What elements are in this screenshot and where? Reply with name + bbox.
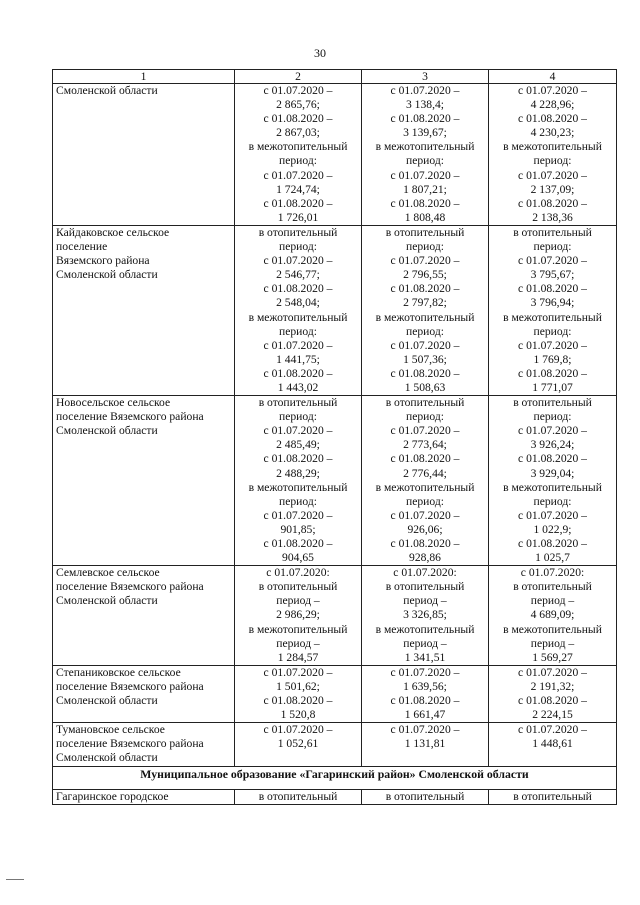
cell-line: 1 052,61 — [277, 737, 319, 751]
settlement-name-cell — [53, 84, 235, 226]
cell-line: с 01.08.2020 – — [390, 452, 460, 466]
cell-line: период: — [279, 154, 317, 168]
cell-line: поселение Вяземского района — [56, 737, 204, 751]
cell-line: в межотопительный — [503, 480, 602, 494]
cell-line: с 01.08.2020 – — [263, 694, 333, 708]
cell-line: с 01.08.2020 – — [390, 694, 460, 708]
cell-line: период – — [276, 636, 320, 650]
cell-line: период: — [533, 324, 572, 338]
cell-line: с 01.07.2020 – — [518, 84, 587, 97]
cell-line: с 01.07.2020 – — [263, 338, 333, 352]
cell-line: 4 230,23; — [530, 126, 575, 140]
cell-line: с 01.08.2020 – — [263, 537, 333, 550]
tariff-cell-col3: в отопительный — [362, 789, 489, 804]
column-number-4: 4 — [489, 70, 617, 84]
cell-line: 2 986,29; — [276, 608, 320, 622]
table-row — [53, 789, 617, 804]
cell-line: 1 025,7 — [535, 551, 570, 565]
cell-line: с 01.07.2020 – — [263, 254, 333, 268]
column-number-3: 3 — [362, 70, 489, 84]
table-row — [53, 566, 617, 666]
cell-line: Кайдаковское сельское — [56, 225, 170, 239]
cell-line: в отопительный — [385, 580, 465, 594]
cell-line: с 01.07.2020 – — [390, 723, 460, 737]
section-title: Муниципальное образование «Гагаринский район» Смоленской области — [53, 766, 617, 789]
cell-line: с 01.07.2020 – — [518, 665, 587, 679]
cell-line: 2 137,09; — [530, 182, 575, 196]
section-row — [53, 766, 617, 789]
cell-line: в отопительный — [258, 580, 338, 594]
cell-line: с 01.07.2020 – — [390, 168, 460, 182]
cell-line: с 01.07.2020 – — [518, 254, 587, 268]
cell-line: 2 138,36 — [532, 210, 573, 224]
cell-line: 1 507,36; — [403, 352, 447, 366]
cell-line: в межотопительный — [248, 140, 348, 154]
table-body — [53, 70, 617, 805]
cell-line: с 01.08.2020 – — [518, 196, 587, 210]
cell-line: 3 929,04; — [530, 466, 575, 480]
cell-line: с 01.07.2020 – — [390, 84, 460, 97]
tariff-cell-col4 — [489, 665, 617, 722]
cell-line: 4 689,09; — [530, 608, 575, 622]
cell-line: с 01.08.2020 – — [263, 366, 333, 380]
cell-line: с 01.07.2020 – — [263, 168, 333, 182]
tariff-cell-col4 — [489, 396, 617, 566]
cell-line: период: — [406, 324, 444, 338]
cell-line: Семлевское сельское — [56, 566, 160, 580]
cell-line: период: — [279, 494, 317, 508]
table-row — [53, 396, 617, 566]
cell-line: с 01.08.2020 – — [390, 196, 460, 210]
tariff-cell-col3 — [362, 665, 489, 722]
cell-line: в отопительный — [513, 580, 592, 594]
cell-line: 1 501,62; — [276, 679, 320, 693]
cell-line: Смоленской области — [56, 424, 158, 438]
cell-line: 1 443,02 — [277, 380, 319, 394]
page-number: 30 — [314, 46, 326, 60]
cell-line: с 01.07.2020 – — [390, 424, 460, 438]
cell-line: 1 022,9; — [533, 522, 572, 536]
cell-line: в межотопительный — [248, 480, 348, 494]
cell-line: 1 284,57 — [277, 650, 319, 664]
cell-line: период – — [530, 594, 575, 608]
cell-line: Вяземского района — [56, 254, 150, 268]
cell-line: Смоленской области — [56, 751, 158, 765]
settlement-name-cell — [53, 566, 235, 666]
cell-line: в межотопительный — [503, 310, 602, 324]
cell-line: период: — [406, 410, 444, 424]
cell-line: в отопительный — [513, 396, 592, 410]
cell-line: 2 796,55; — [403, 268, 447, 282]
cell-line: 1 448,61 — [532, 737, 573, 751]
table-row — [53, 84, 617, 226]
cell-line: 2 224,15 — [532, 708, 573, 722]
cell-line: поселение Вяземского района — [56, 580, 204, 594]
cell-line: в межотопительный — [375, 622, 475, 636]
cell-line: поселение Вяземского района — [56, 679, 204, 693]
settlement-name-cell — [53, 723, 235, 766]
cell-line: в межотопительный — [375, 480, 475, 494]
settlement-name-cell: Гагаринское городское — [53, 789, 235, 804]
cell-line: в межотопительный — [375, 140, 475, 154]
cell-line: с 01.07.2020 – — [518, 723, 587, 737]
table-header-row — [53, 70, 617, 84]
tariff-cell-col2 — [235, 665, 362, 722]
cell-line: с 01.08.2020 – — [263, 282, 333, 296]
tariff-cell-col2 — [235, 396, 362, 566]
cell-line: 1 771,07 — [532, 380, 573, 394]
tariff-cell-col2: в отопительный — [235, 789, 362, 804]
cell-line: 1 807,21; — [403, 182, 447, 196]
cell-line: с 01.07.2020 – — [263, 508, 333, 522]
tariff-cell-col2 — [235, 84, 362, 226]
cell-line: период – — [403, 636, 447, 650]
cell-line: 1 726,01 — [277, 210, 319, 224]
cell-line: Смоленской области — [56, 84, 158, 97]
settlement-name-cell — [53, 396, 235, 566]
cell-line: 3 138,4; — [405, 98, 444, 112]
cell-line: 2 773,64; — [403, 438, 447, 452]
cell-line: 4 228,96; — [530, 98, 575, 112]
cell-line: период: — [406, 494, 444, 508]
cell-line: с 01.08.2020 – — [390, 366, 460, 380]
cell-line: период: — [533, 240, 572, 254]
cell-line: с 01.07.2020 – — [263, 424, 333, 438]
cell-line: с 01.08.2020 – — [263, 196, 333, 210]
cell-line: Смоленской области — [56, 694, 158, 708]
cell-line: с 01.07.2020 – — [518, 508, 587, 522]
cell-line: 1 341,51 — [404, 650, 446, 664]
cell-line: период – — [403, 594, 447, 608]
cell-line: 1 808,48 — [404, 210, 446, 224]
cell-line: с 01.07.2020 – — [518, 168, 587, 182]
cell-line: с 01.07.2020 – — [263, 665, 333, 679]
settlement-name-cell — [53, 225, 235, 395]
cell-line: 2 485,49; — [276, 438, 320, 452]
cell-line: в межотопительный — [248, 310, 348, 324]
cell-line: 904,65 — [282, 551, 314, 565]
cell-line: с 01.08.2020 – — [390, 282, 460, 296]
cell-line: с 01.08.2020 – — [518, 537, 587, 550]
cell-line: 1 441,75; — [276, 352, 320, 366]
cell-line: 2 488,29; — [276, 466, 320, 480]
cell-line: 1 131,81 — [404, 737, 446, 751]
cell-line: 2 865,76; — [276, 98, 320, 112]
cell-line: 3 926,24; — [530, 438, 575, 452]
cell-line: период: — [533, 410, 572, 424]
tariff-table — [52, 69, 617, 805]
cell-line: с 01.08.2020 – — [518, 452, 587, 466]
cell-line: с 01.08.2020 – — [263, 112, 333, 126]
tariff-cell-col2 — [235, 723, 362, 766]
cell-line: с 01.07.2020 – — [390, 338, 460, 352]
tariff-cell-col4 — [489, 225, 617, 395]
cell-line: Смоленской области — [56, 268, 158, 282]
cell-line: с 01.07.2020 – — [263, 84, 333, 97]
cell-line: 1 508,63 — [404, 380, 446, 394]
cell-line: 2 191,32; — [530, 679, 575, 693]
cell-line: в межотопительный — [503, 140, 602, 154]
cell-line: с 01.07.2020 – — [390, 254, 460, 268]
cell-line: с 01.08.2020 – — [518, 366, 587, 380]
cell-line: период: — [406, 240, 444, 254]
cell-line: 2 546,77; — [276, 268, 320, 282]
cell-line: 2 797,82; — [403, 296, 447, 310]
cell-line: 1 520,8 — [280, 708, 316, 722]
cell-line: период: — [406, 154, 444, 168]
cell-line: в межотопительный — [503, 622, 602, 636]
tariff-cell-col3 — [362, 723, 489, 766]
cell-line: с 01.08.2020 – — [390, 537, 460, 550]
cell-line: поселение — [56, 240, 108, 254]
cell-line: 3 796,94; — [530, 296, 575, 310]
cell-line: в межотопительный — [248, 622, 348, 636]
table-row — [53, 723, 617, 766]
settlement-name-cell — [53, 665, 235, 722]
cell-line: с 01.07.2020: — [520, 566, 585, 580]
cell-line: с 01.07.2020 – — [390, 508, 460, 522]
cell-line: 3 326,85; — [403, 608, 447, 622]
cell-line: 2 548,04; — [276, 296, 320, 310]
cell-line: период: — [533, 494, 572, 508]
cell-line: в отопительный — [258, 225, 338, 239]
cell-line: период – — [530, 636, 575, 650]
cell-line: с 01.08.2020 – — [263, 452, 333, 466]
tariff-cell-col2 — [235, 225, 362, 395]
cell-line: Новосельское сельское — [56, 396, 171, 410]
cell-line: в отопительный — [385, 396, 465, 410]
cell-line: 1 769,8; — [533, 352, 572, 366]
cell-line: с 01.07.2020 – — [263, 723, 333, 737]
tariff-cell-col4 — [489, 566, 617, 666]
column-number-1: 1 — [53, 70, 235, 84]
cell-line: период – — [276, 594, 320, 608]
cell-line: 926,06; — [407, 522, 443, 536]
cell-line: в отопительный — [385, 225, 465, 239]
cell-line: 1 724,74; — [276, 182, 320, 196]
cell-line: 3 795,67; — [530, 268, 575, 282]
cell-line: в отопительный — [513, 225, 592, 239]
scan-edge-mark — [6, 879, 24, 880]
cell-line: Тумановское сельское — [56, 723, 165, 737]
tariff-cell-col4: в отопительный — [489, 789, 617, 804]
column-number-2: 2 — [235, 70, 362, 84]
tariff-cell-col4 — [489, 723, 617, 766]
cell-line: Смоленской области — [56, 594, 158, 608]
cell-line: с 01.07.2020: — [266, 566, 330, 580]
table-row — [53, 225, 617, 395]
cell-line: поселение Вяземского района — [56, 410, 204, 424]
cell-line: период: — [279, 240, 317, 254]
cell-line: в межотопительный — [375, 310, 475, 324]
tariff-cell-col2 — [235, 566, 362, 666]
cell-line: 2 776,44; — [403, 466, 447, 480]
table-row — [53, 665, 617, 722]
tariff-cell-col3 — [362, 84, 489, 226]
cell-line: 1 569,27 — [532, 650, 573, 664]
cell-line: 2 867,03; — [276, 126, 320, 140]
cell-line: Степаниковское сельское — [56, 665, 181, 679]
cell-line: 1 661,47 — [404, 708, 446, 722]
cell-line: с 01.07.2020 – — [518, 338, 587, 352]
cell-line: 901,85; — [280, 522, 316, 536]
cell-line: период: — [279, 324, 317, 338]
tariff-cell-col3 — [362, 396, 489, 566]
cell-line: с 01.07.2020 – — [518, 424, 587, 438]
cell-line: 928,86 — [409, 551, 441, 565]
cell-line: период: — [533, 154, 572, 168]
cell-line: 1 639,56; — [403, 679, 447, 693]
cell-line: с 01.07.2020 – — [390, 665, 460, 679]
cell-line: с 01.08.2020 – — [518, 112, 587, 126]
tariff-cell-col4 — [489, 84, 617, 226]
cell-line: 3 139,67; — [403, 126, 447, 140]
cell-line: период: — [279, 410, 317, 424]
tariff-cell-col3 — [362, 225, 489, 395]
cell-line: с 01.08.2020 – — [518, 282, 587, 296]
cell-line: с 01.07.2020: — [393, 566, 457, 580]
cell-line: с 01.08.2020 – — [518, 694, 587, 708]
tariff-cell-col3 — [362, 566, 489, 666]
cell-line: в отопительный — [258, 396, 338, 410]
cell-line: с 01.08.2020 – — [390, 112, 460, 126]
